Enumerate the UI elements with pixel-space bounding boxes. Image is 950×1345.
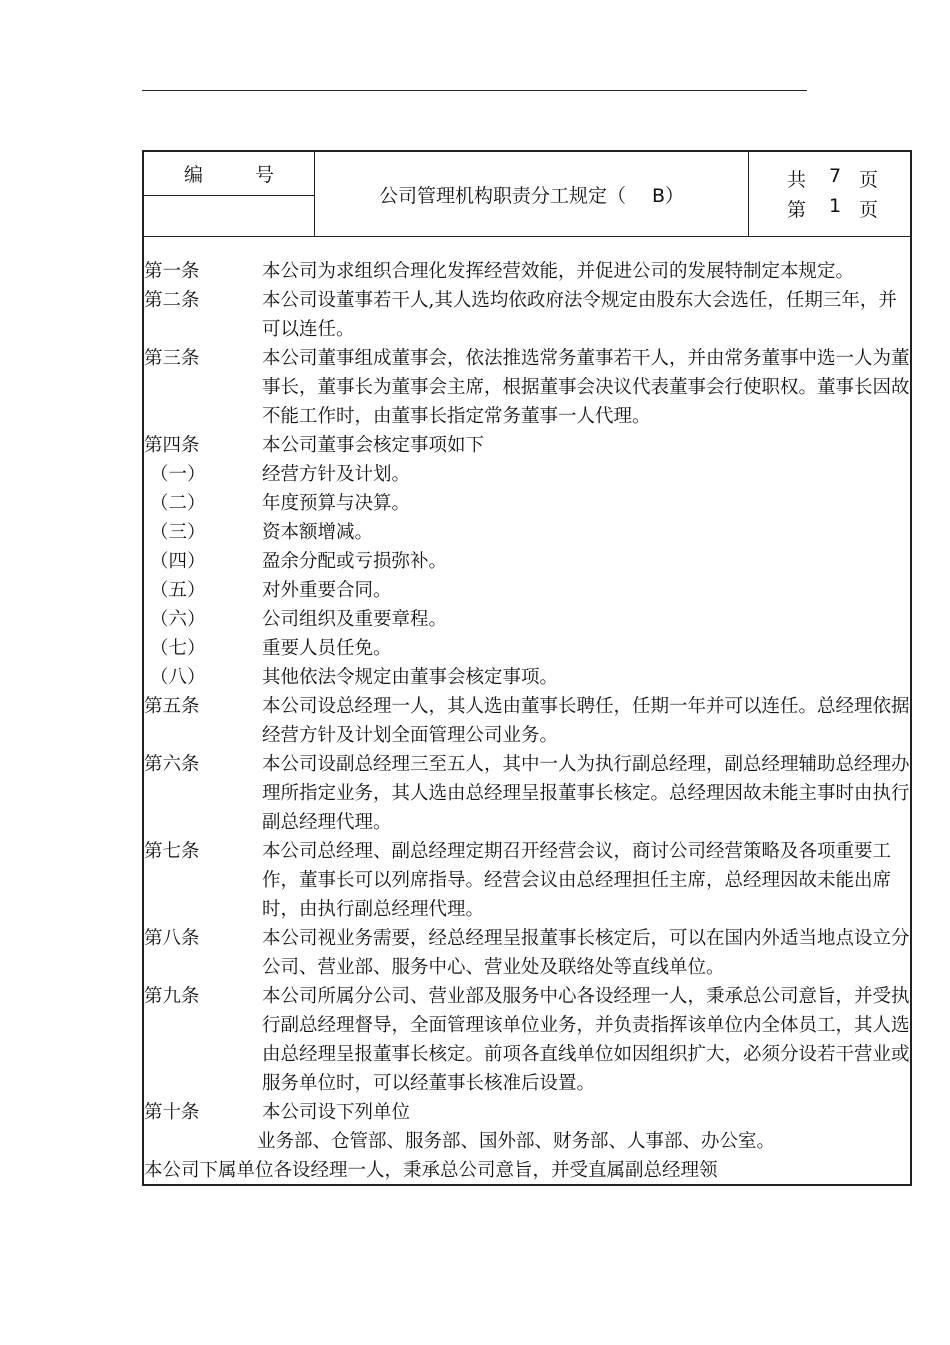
item-text: 年度预算与决算。 [262,493,411,514]
item-text: 盈余分配或亏损弥补。 [262,551,448,572]
document-title [315,152,749,236]
number-label [144,152,314,196]
item-label: （七） [150,638,206,659]
article-text: 本公司设副总经理三至五人，其中一人为执行副总经理，副总经理辅助总经理办理所指定业务，其人选由总经理呈报董事长核定。总经理因故未能主事时由执行副总经理代理。 [262,754,910,833]
title-suffix: B） [651,184,685,207]
article-text: 本公司总经理、副总经理定期召开经营会议，商讨公司经营策略及各项重要工作，董事长可以列席指导。经营会议由总经理担任主席，总经理因故未能出席时，由执行副总经理代理。 [262,841,892,920]
current-label: 第 [787,199,807,221]
list-item [144,518,910,547]
article-label: 第三条 [144,348,200,369]
article-text: 本公司董事会核定事项如下 [262,435,485,456]
current-page-row [787,195,907,222]
article-label: 第四条 [144,435,200,456]
page-unit: 页 [859,199,879,221]
item-text: 重要人员任免。 [262,638,392,659]
item-label: （三） [150,522,206,543]
item-text: 公司组织及重要章程。 [262,609,448,630]
item-text: 对外重要合同。 [262,580,392,601]
current-page: 1 [829,195,842,217]
article-5 [144,692,910,750]
item-label: （五） [150,580,206,601]
item-label: （四） [150,551,206,572]
article-7 [144,837,910,924]
article-text: 本公司董事组成董事会，依法推选常务董事若干人，并由常务董事中选一人为董事长，董事长为董事会主席，根据董事会决议代表董事会行使职权。董事长因故不能工作时，由董事长指定常务董事一人代理。 [262,348,910,427]
article-label: 第十条 [144,1102,200,1123]
list-item [144,460,910,489]
number-label-b: 号 [255,164,275,186]
document-body [144,236,910,1185]
units-line: 业务部、仓管部、服务部、国外部、财务部、人事部、办公室。 [257,1131,776,1152]
list-item [144,489,910,518]
page-info [749,152,910,236]
article-9 [144,982,910,1098]
list-item [144,634,910,663]
article-10 [144,1098,910,1127]
article-text: 本公司视业务需要，经总经理呈报董事长核定后，可以在国内外适当地点设立分公司、营业部、服务中心、营业处及联络处等直线单位。 [262,928,910,978]
title-text: 公司管理机构职责分工规定（ [378,184,626,207]
article-label: 第九条 [144,986,200,1007]
article-text: 本公司为求组织合理化发挥经营效能，并促进公司的发展特制定本规定。 [262,261,855,282]
article-label: 第五条 [144,696,200,717]
total-label: 共 [787,169,807,191]
item-text: 经营方针及计划。 [262,464,411,485]
article-label: 第二条 [144,290,200,311]
article-2 [144,286,910,344]
article-label: 第六条 [144,754,200,775]
header-table [144,152,910,237]
number-cell [144,152,315,236]
article-label: 第七条 [144,841,200,862]
list-item [144,605,910,634]
top-rule [142,90,807,91]
article-6 [144,750,910,837]
article-label: 第八条 [144,928,200,949]
item-label: （八） [150,667,206,688]
article-text: 本公司设下列单位 [262,1102,411,1123]
number-label-a: 编 [183,164,203,186]
item-label: （六） [150,609,206,630]
article-text: 本公司所属分公司、营业部及服务中心各设经理一人，秉承总公司意旨，并受执行副总经理督导，全面管理该单位业务，并负责指挥该单位内全体员工，其人选由总经理呈报董事长核定。前项各直线单位如因组织扩大，必须分设若干营业或服务单位时，可以经董事长核准后设置。 [262,986,910,1094]
item-label: （一） [150,464,206,485]
item-label: （二） [150,493,206,514]
number-value [144,196,314,236]
item-text: 资本额增减。 [262,522,374,543]
page-unit: 页 [859,169,879,191]
document-frame [142,150,912,1186]
list-item [144,547,910,576]
article-4 [144,431,910,460]
item-text: 其他依法令规定由董事会核定事项。 [262,667,559,688]
article-label: 第一条 [144,261,200,282]
list-item [144,576,910,605]
article-text: 本公司设总经理一人，其人选由董事长聘任，任期一年并可以连任。总经理依据经营方针及计划全面管理公司业务。 [262,696,910,746]
total-pages-row [787,165,907,192]
article-8 [144,924,910,982]
article-3 [144,344,910,431]
total-pages: 7 [829,165,842,187]
article-text: 本公司设董事若干人,其人选均依政府法令规定由股东大会选任，任期三年，并可以连任。 [262,290,897,340]
list-item [144,663,910,692]
article-1 [144,257,910,286]
last-line: 本公司下属单位各设经理一人，秉承总公司意旨，并受直属副总经理领 [144,1160,718,1181]
